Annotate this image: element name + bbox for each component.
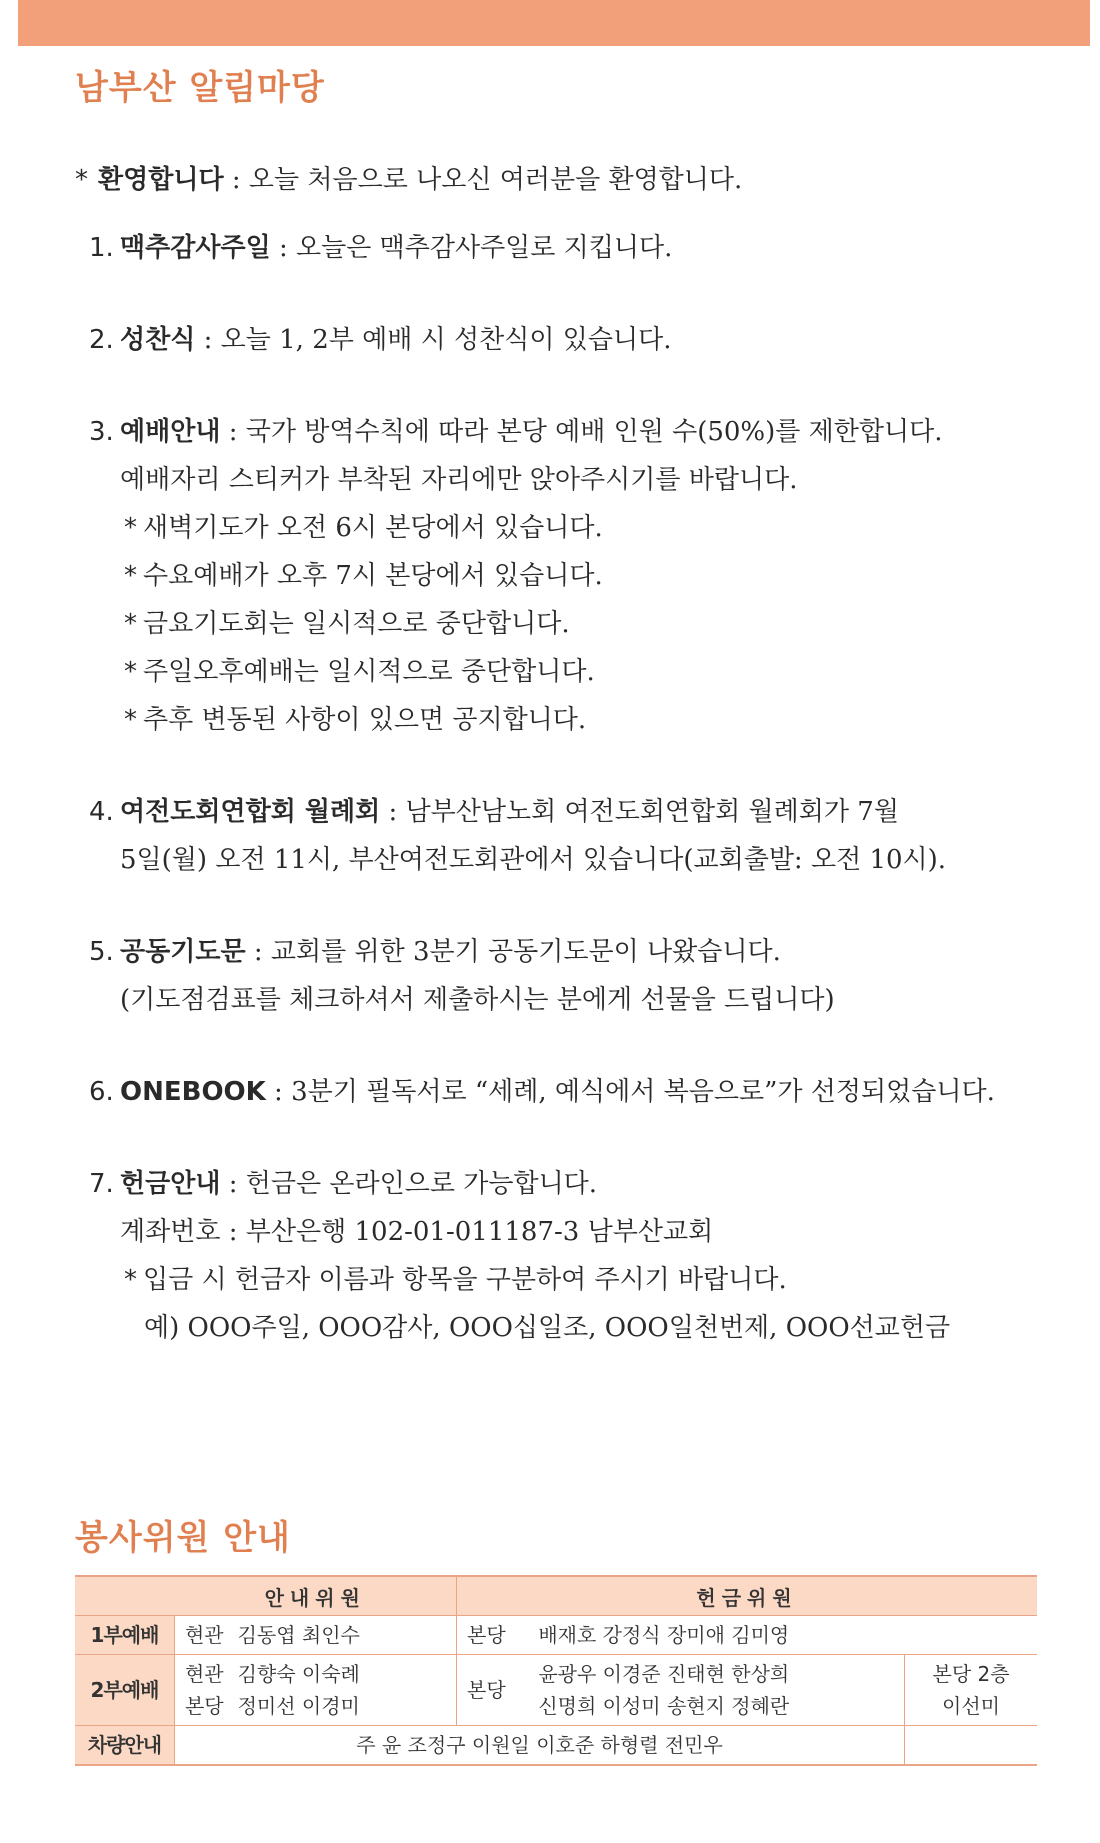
volunteers-title: 봉사위원 안내: [75, 1518, 291, 1558]
item-text: : 국가 방역수칙에 따라 본당 예배 인원 수(50%)를 제한합니다.: [220, 417, 943, 447]
item-heading: 맥추감사주일: [120, 233, 271, 263]
announcements-section: [75, 60, 1035, 1396]
place-label: 본당: [457, 1655, 529, 1726]
item-text: : 남부산남노회 여전도회연합회 월례회가 7월: [380, 797, 899, 827]
guide-header: 안내위원: [174, 1576, 456, 1616]
item-number: 7.: [89, 1169, 114, 1199]
row-label: 2부예배: [75, 1655, 174, 1726]
item-number: 5.: [89, 937, 114, 967]
names: 정미선 이경미: [237, 1694, 360, 1718]
announcement-item-5: [75, 928, 1035, 1024]
names: 윤광우 이경준 진태현 한상희: [538, 1662, 790, 1686]
place-label: 본당 2층: [932, 1662, 1010, 1686]
item-number: 3.: [89, 417, 114, 447]
announcement-item-7: [75, 1160, 1035, 1352]
names: 배재호 강정식 장미애 김미영: [528, 1616, 1037, 1655]
item-text: : 오늘은 맥추감사주일로 지킵니다.: [270, 233, 673, 263]
announcement-item-6: [75, 1068, 1035, 1116]
welcome-line: [75, 159, 1035, 196]
place-label: 본당: [457, 1616, 529, 1655]
welcome-heading: 환영합니다: [98, 165, 224, 195]
volunteer-table: [75, 1575, 1037, 1766]
top-color-band: [18, 0, 1090, 46]
item-text: : 오늘 1, 2부 예배 시 성찬식이 있습니다.: [195, 325, 672, 355]
offering-cell: [528, 1655, 904, 1726]
item-heading: 공동기도문: [120, 937, 246, 967]
item-text: : 교회를 위한 3분기 공동기도문이 나왔습니다.: [245, 937, 781, 967]
floor2-cell: [905, 1655, 1037, 1726]
item-text: : 헌금은 온라인으로 가능합니다.: [220, 1169, 598, 1199]
announcement-item-1: [75, 224, 1035, 272]
item-number: 4.: [89, 797, 114, 827]
table-row: [75, 1726, 1037, 1766]
item-heading: 여전도회연합회 월례회: [120, 797, 381, 827]
item-bullet: * 주일오후예배는 일시적으로 중단합니다.: [124, 657, 595, 687]
item-heading: 헌금안내: [120, 1169, 221, 1199]
item-number: 2.: [89, 325, 114, 355]
item-subtext: 5일(월) 오전 11시, 부산여전도회관에서 있습니다(교회출발: 오전 10시).: [120, 845, 947, 875]
announcement-item-3: [75, 408, 1035, 744]
offering-header: 헌금위원: [457, 1576, 1037, 1616]
names: 김향숙 이숙례: [237, 1662, 360, 1686]
announcement-item-2: [75, 316, 1035, 364]
item-heading: 성찬식: [120, 325, 196, 355]
names: 신명희 이성미 송현지 정혜란: [538, 1694, 790, 1718]
item-subtext: 예배자리 스티커가 부착된 자리에만 앉아주시기를 바랍니다.: [120, 465, 798, 495]
table-row: [75, 1616, 1037, 1655]
row-label: 1부예배: [75, 1616, 174, 1655]
item-heading: ONEBOOK: [120, 1077, 266, 1107]
item-bullet: * 새벽기도가 오전 6시 본당에서 있습니다.: [124, 513, 603, 543]
item-bullet: * 수요예배가 오후 7시 본당에서 있습니다.: [124, 561, 603, 591]
announcement-item-4: [75, 788, 1035, 884]
item-subtext: (기도점검표를 체크하셔서 제출하시는 분에게 선물을 드립니다): [120, 985, 835, 1015]
announcement-list: [75, 224, 1035, 1352]
item-bullet: * 추후 변동된 사항이 있으면 공지합니다.: [124, 705, 587, 735]
table-header-row: [75, 1576, 1037, 1616]
item-number: 1.: [89, 233, 114, 263]
item-number: 6.: [89, 1077, 114, 1107]
names: 김동엽 최인수: [237, 1623, 360, 1647]
item-heading: 예배안내: [120, 417, 221, 447]
asterisk-marker: *: [75, 165, 88, 195]
item-bullet: * 금요기도회는 일시적으로 중단합니다.: [124, 609, 570, 639]
account-number: 계좌번호 : 부산은행 102-01-011187-3 남부산교회: [120, 1217, 714, 1247]
offering-example: 예) OOO주일, OOO감사, OOO십일조, OOO일천번제, OOO선교헌금: [144, 1313, 951, 1343]
names: 이선미: [942, 1694, 1001, 1718]
welcome-text: : 오늘 처음으로 나오신 여러분을 환영합니다.: [223, 165, 743, 195]
guide-cell: [174, 1616, 456, 1655]
item-text: : 3분기 필독서로 “세례, 예식에서 복음으로”가 선정되었습니다.: [265, 1077, 995, 1107]
place-label: 본당: [184, 1694, 224, 1718]
item-bullet: * 입금 시 헌금자 이름과 항목을 구분하여 주시기 바랍니다.: [124, 1265, 787, 1295]
place-label: 현관: [184, 1662, 224, 1686]
announcements-title: 남부산 알림마당: [75, 68, 325, 108]
guide-cell: [174, 1655, 456, 1726]
names: 주 윤 조정구 이원일 이호준 하형렬 전민우: [174, 1726, 904, 1766]
place-label: 현관: [184, 1623, 224, 1647]
row-label: 차량안내: [75, 1726, 174, 1766]
table-row: [75, 1655, 1037, 1726]
